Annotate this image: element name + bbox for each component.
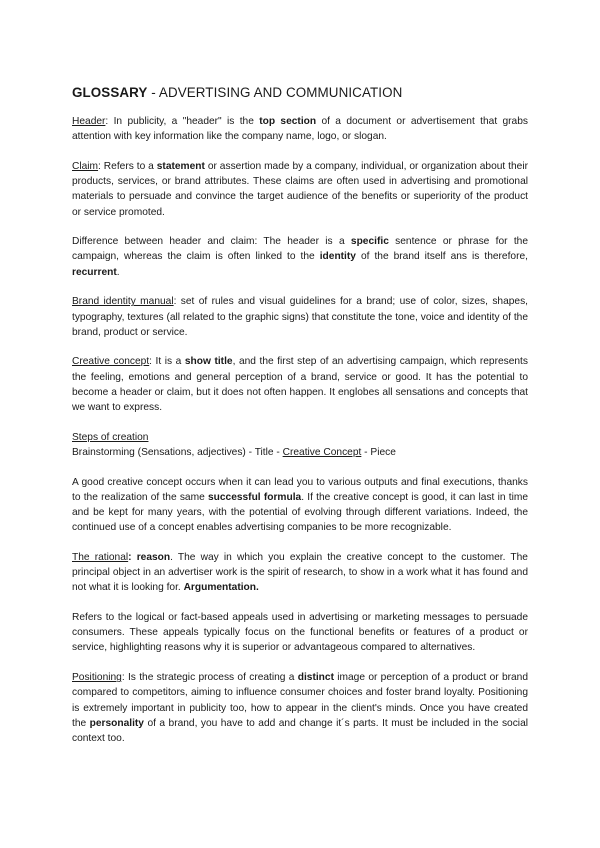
creative-concept-text-1: : It is a [149,356,185,368]
brand-manual-term: Brand identity manual [72,296,174,308]
brand-manual-text-1: : set of rules and visual guidelines for a brand; use of color, sizes, shapes, typography, textures (all related to the graphic signs) that constitute the tone, voice and identity of the brand, product or service. [72,296,528,338]
claim-text-1: : Refers to a [98,160,157,172]
difference-bold-2: identity [319,251,356,263]
creative-concept-bold-1: show title [184,356,233,368]
rational-term: The rational [72,551,129,563]
header-bold-1: top section [259,116,317,127]
positioning-definition [72,670,528,746]
difference-text-1: Difference between header and claim: The header is a [72,236,351,248]
positioning-bold-1: distinct [297,672,334,684]
title-rest: - ADVERTISING AND COMMUNICATION [147,85,403,100]
positioning-term: Positioning [72,672,122,684]
difference-text-2: sentence or phrase for the campaign, whereas the claim is often linked to the [72,236,528,263]
rational-definition [72,550,528,596]
claim-bold-1: statement [156,160,205,172]
title-bold: GLOSSARY [72,85,148,100]
difference-bold-3: recurrent [72,266,117,278]
brand-manual-definition [72,294,528,340]
difference-text-4: . [116,266,120,278]
good-concept-text-1: A good creative concept occurs when it can lead you to various outputs and final executions, thanks to the realization of the same [72,476,528,503]
positioning-bold-2: personality [89,717,144,729]
good-concept-text-2: . If the creative concept is good, it can last in time and be kept for many years, with the potential of evolving through different variations. Indeed, the continued use of a concept enables advertising companies to be more recognizable. [72,491,528,534]
steps-heading [72,430,528,445]
document-title [72,84,528,102]
steps-heading-text: Steps of creation [72,431,149,443]
steps-creative-concept: Creative Concept [282,446,362,458]
positioning-text-2: image or perception of a product or brand compared to competitors, aiming to influence consumer choices and foster brand loyalty. Positioning is extremely important in publicity too, how to appear in the client's minds. Once you have created the [72,672,528,729]
positioning-text-1: : Is the strategic process of creating a [121,672,298,684]
creative-concept-definition [72,354,528,415]
rational-bold-1: Argumentation. [183,582,259,594]
refers-paragraph [72,610,528,656]
rational-bold-0: : reason [128,551,171,563]
header-text-1: : In publicity, a "header" is the [105,116,260,127]
creative-concept-text-2: , and the first step of an advertising campaign, which represents the feeling, emotions and general perception of a brand, service or good. It has the potential to become a header or claim, but it does not often happen. It englobes all sensations and concepts that we want to express. [72,356,528,414]
creative-concept-term: Creative concept [72,356,150,368]
claim-term: Claim [72,160,99,172]
header-text-2: of a document or advertisement that grabs attention with key information like the company name, logo, or slogan. [72,116,528,143]
rational-text-1: . The way in which you explain the creative concept to the customer. The principal object in an advertiser work is the spirit of research, to show in a work what it has found and not what it is looking for. [72,551,528,594]
difference-paragraph [72,234,528,280]
steps-text-1: Brainstorming (Sensations, adjectives) - Title - [72,446,283,458]
steps-line [72,445,528,460]
difference-bold-1: specific [350,236,389,248]
good-concept-bold-1: successful formula [207,491,302,503]
claim-definition [72,159,528,220]
claim-text-2: or assertion made by a company, individual, or organization about their products, services, or brand attributes. These claims are often used in advertising and promotional materials to persuade and convince the target audience of the benefits or superiority of the product or service promoted. [72,160,528,218]
difference-text-3: of the brand itself ans is therefore, [355,251,528,263]
refers-text-1: Refers to the logical or fact-based appeals used in advertising or marketing messages to persuade consumers. These appeals typically focus on the functional benefits or features of a product or service, highlighting reasons why it is superior or advantageous compared to alternatives. [72,612,528,654]
positioning-text-3: of a brand, you have to add and change it´s parts. It must be included in the social context too. [72,717,528,744]
steps-text-2: - Piece [361,446,396,458]
header-definition [72,114,528,144]
good-concept-paragraph [72,475,528,536]
header-term: Header [72,116,106,127]
